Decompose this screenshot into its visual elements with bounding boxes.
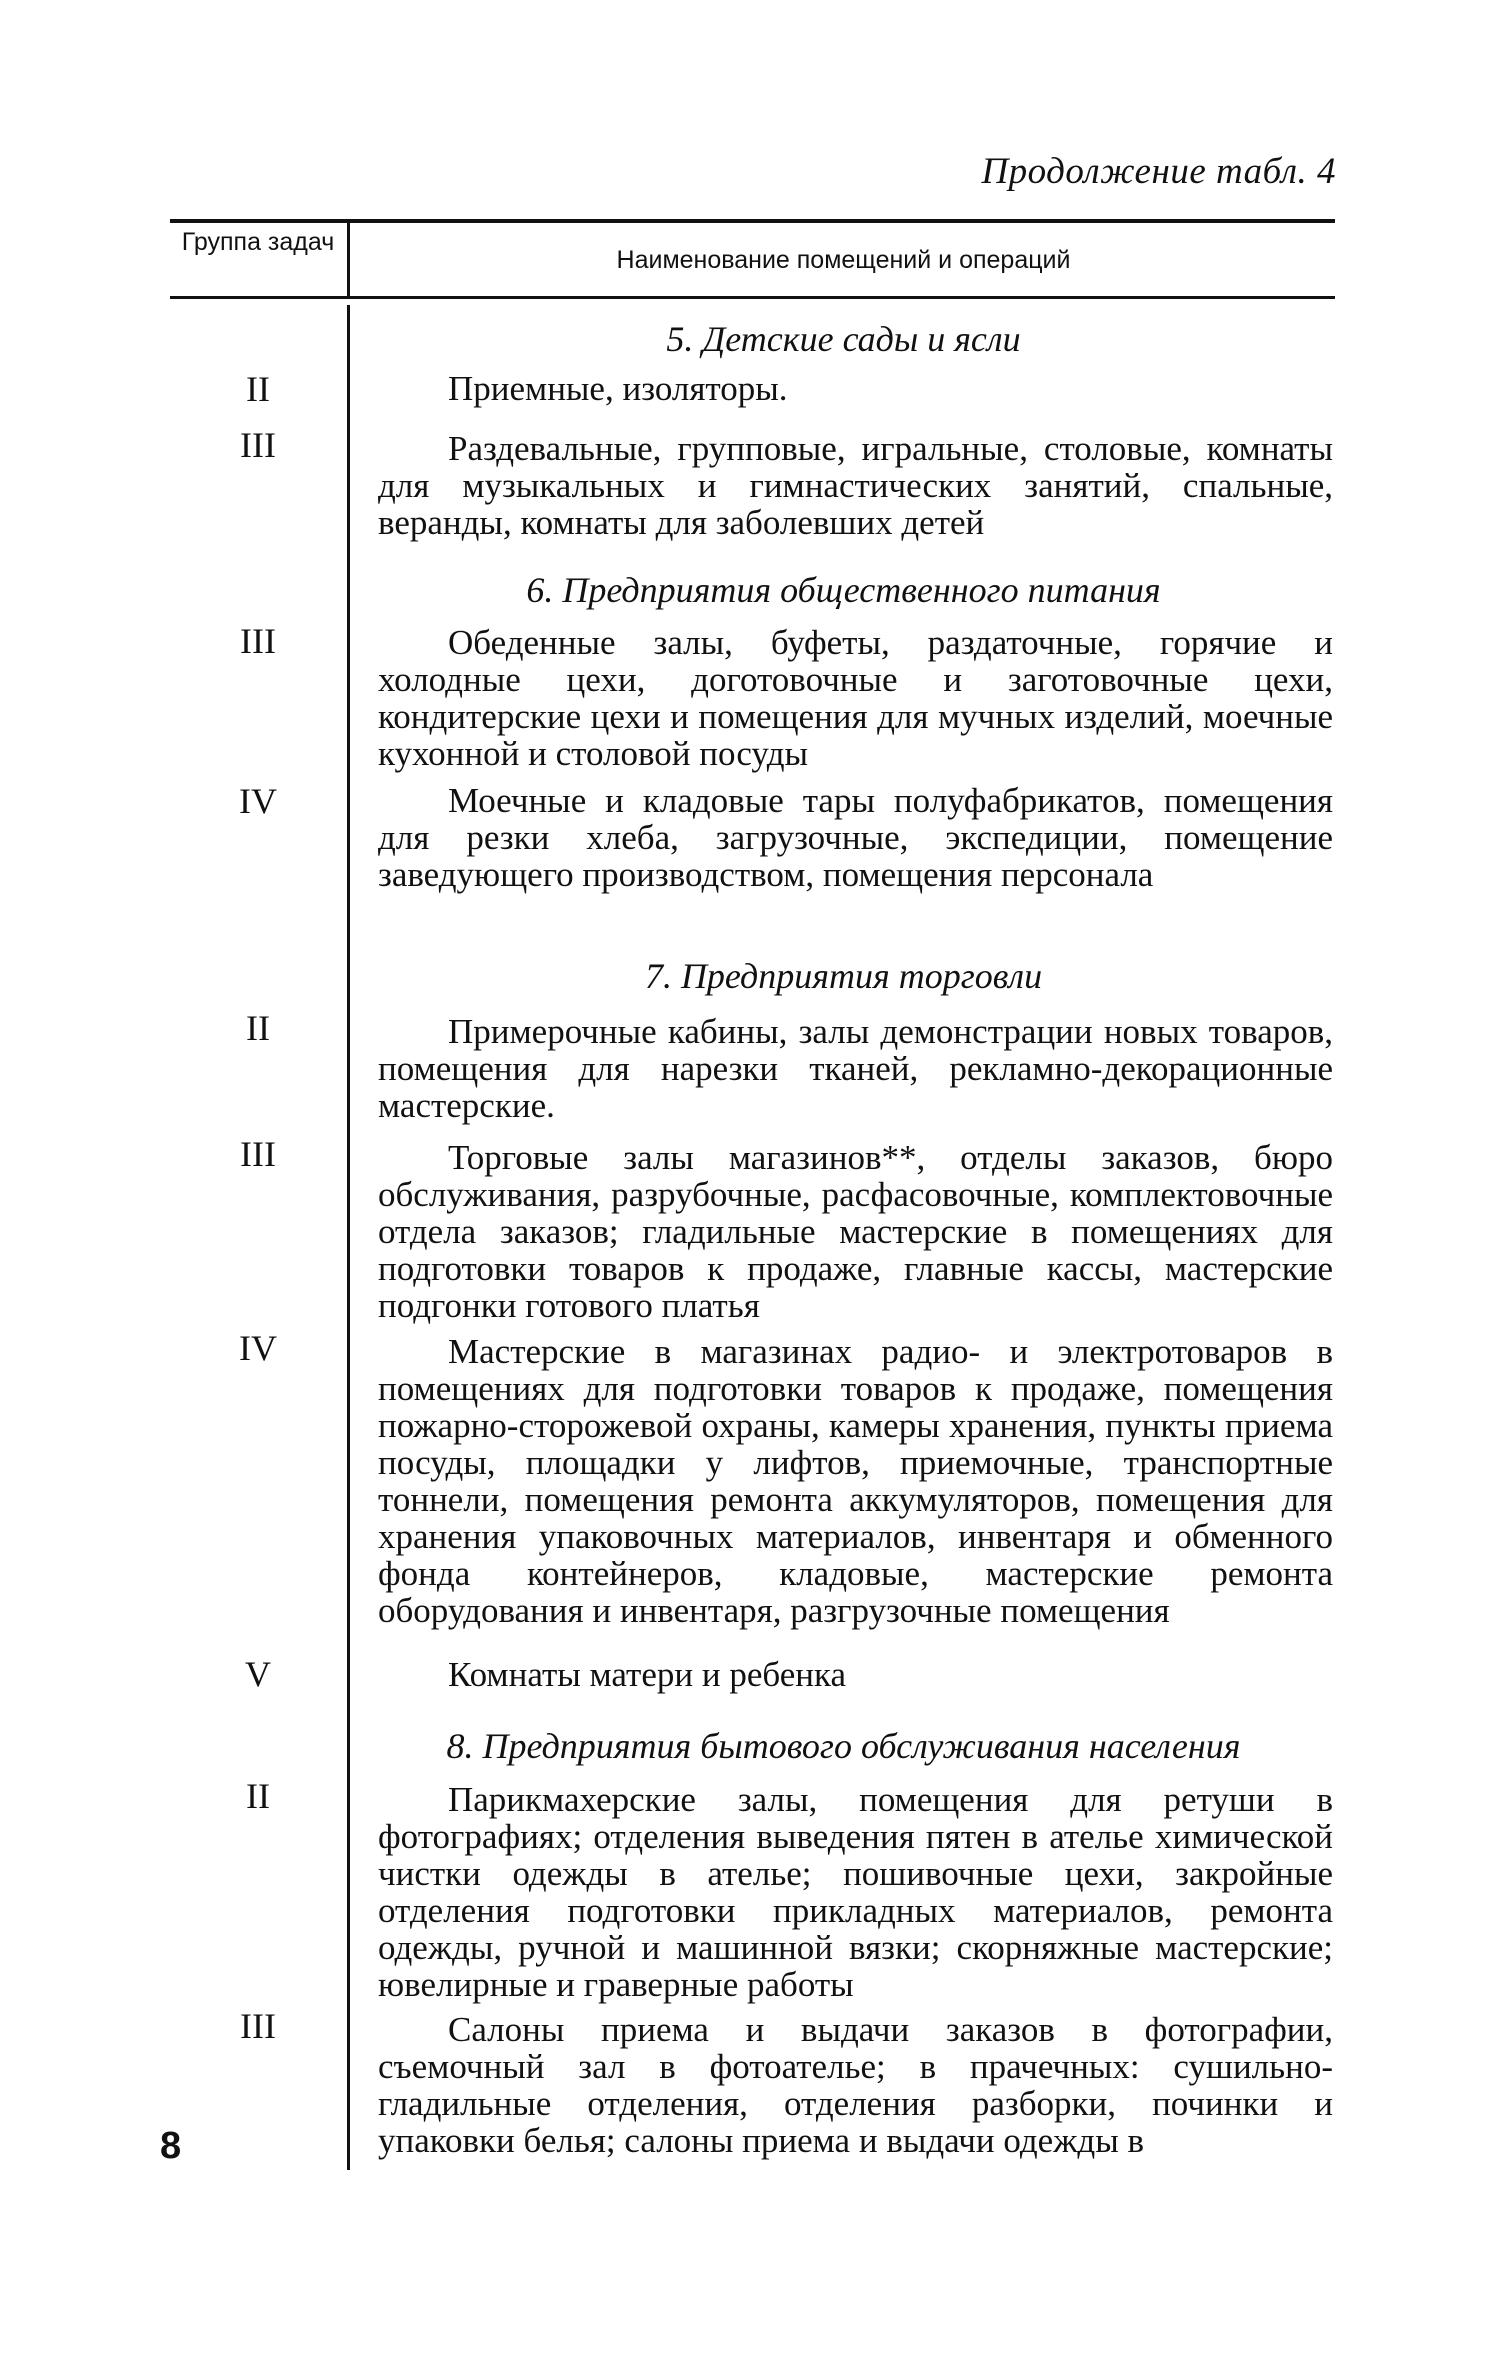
group-cell: II	[246, 369, 270, 409]
group-cell: III	[240, 2006, 276, 2046]
row-text: Парикмахерские залы, помещения для ретуши в фотографиях; отделения выведения пятен в ателье химической чистки одежды в ателье; пошивочные цехи, закройные отделения подготовки прикладных материалов, ремонта одежды, ручной и машинной вязки; скорняжные мастерские; ювелирные и граверные работы	[378, 1780, 1333, 2004]
section-title: 6. Предприятия общественного питания	[526, 570, 1161, 610]
group-cell: III	[240, 621, 276, 661]
row-text: Мастерские в магазинах радио- и электротоваров в помещениях для подготовки товаров к продаже, помещения пожарно-сторожевой охраны, камеры хранения, пункты приема посуды, площадки у лифтов, приемочные, транспортные тоннели, помещения ремонта аккумуляторов, помещения для хранения упаковочных материалов, инвентаря и обменного фонда контейнеров, кладовые, мастерские ремонта оборудования и инвентаря, разгрузочные помещения	[378, 1332, 1333, 1630]
body-column-divider	[347, 305, 350, 2170]
section-title: 7. Предприятия торговли	[644, 956, 1043, 996]
row-text: Моечные и кладовые тары полуфабрикатов, помещения для резки хлеба, загрузочные, экспедиции, помещение заведующего производством, помещения персонала	[378, 781, 1333, 894]
page-number: 8	[160, 2125, 182, 2167]
group-cell: II	[246, 1776, 270, 1816]
group-cell: III	[240, 1134, 276, 1174]
header-bottom-rule	[170, 296, 1335, 299]
group-cell: II	[246, 1008, 270, 1048]
group-cell: IV	[239, 781, 277, 821]
section-title: 8. Предприятия бытового обслуживания населения	[446, 1726, 1241, 1766]
header-column-divider	[347, 222, 350, 296]
row-text: Примерочные кабины, залы демонстрации новых товаров, помещения для нарезки тканей, рекламно-декорационные мастерские.	[378, 1012, 1333, 1125]
row-text: Комнаты матери и ребенка	[448, 1655, 846, 1694]
row-text: Торговые залы магазинов**, отделы заказов, бюро обслуживания, разрубочные, расфасовочные, комплектовочные отдела заказов; гладильные мастерские в помещениях для подготовки товаров к продаже, главные кассы, мастерские подгонки готового платья	[378, 1138, 1333, 1325]
row-text: Приемные, изоляторы.	[448, 369, 788, 408]
row-text: Обеденные залы, буфеты, раздаточные, горячие и холодные цехи, доготовочные и заготовочные цехи, кондитерские цехи и помещения для мучных изделий, моечные кухонной и столовой посуды	[378, 623, 1333, 773]
header-name-column: Наименование помещений и операций	[616, 246, 1071, 274]
row-text: Салоны приема и выдачи заказов в фотографии, съемочный зал в фотоателье; в прачечных: сушильно-гладильные отделения, отделения разборки, починки и упаковки белья; салоны приема и выдачи одежды в	[378, 2010, 1333, 2160]
section-title: 5. Детские сады и ясли	[666, 319, 1021, 359]
row-text: Раздевальные, групповые, игральные, столовые, комнаты для музыкальных и гимнастических занятий, спальные, веранды, комнаты для заболевших детей	[378, 429, 1333, 542]
group-cell: V	[245, 1654, 271, 1694]
group-cell: IV	[239, 1328, 277, 1368]
table-top-rule	[170, 219, 1335, 223]
table-caption: Продолжение табл. 4	[981, 151, 1336, 192]
header-group-column: Группа задач	[181, 228, 335, 256]
group-cell: III	[240, 425, 276, 465]
